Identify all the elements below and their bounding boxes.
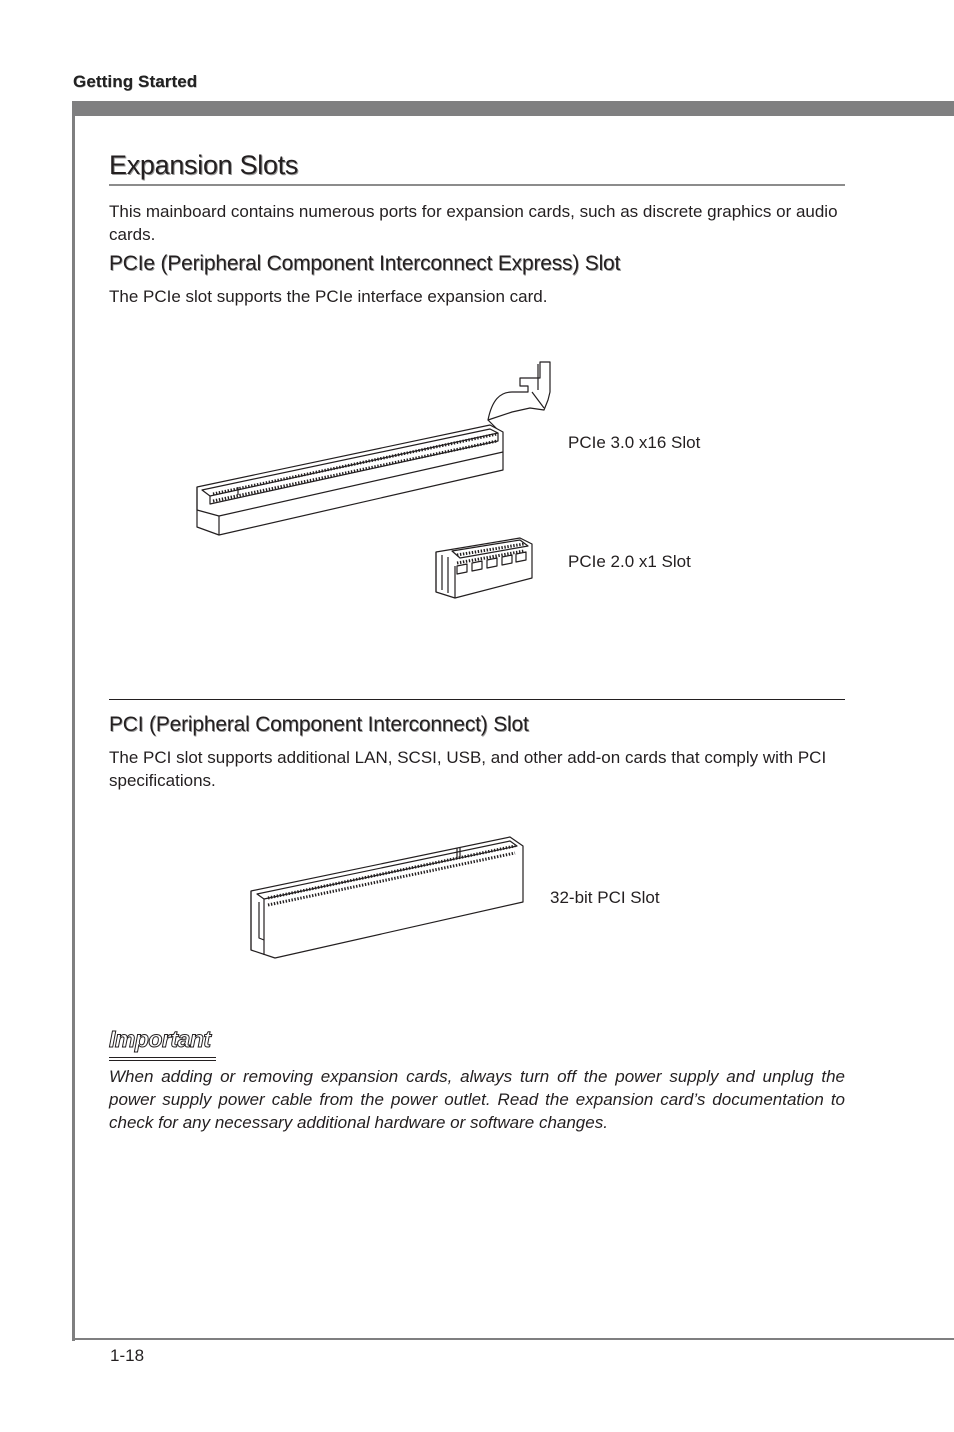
pcie-x16-slot-illustration <box>197 362 550 535</box>
pci-heading: PCI (Peripheral Component Interconnect) Slot <box>109 713 529 736</box>
intro-paragraph: This mainboard contains numerous ports for expansion cards, such as discrete graphics or audio cards. <box>109 202 838 244</box>
pci-slot-illustration <box>251 837 523 958</box>
pcie-description: The PCIe slot supports the PCIe interface expansion card. <box>109 287 548 306</box>
pci-slot-label: 32-bit PCI Slot <box>550 888 660 907</box>
section-divider <box>109 699 845 700</box>
important-underline <box>109 1057 216 1061</box>
pcie-heading: PCIe (Peripheral Component Interconnect Express) Slot <box>109 252 621 275</box>
pcie-x1-label: PCIe 2.0 x1 Slot <box>568 552 691 571</box>
important-label: Important <box>109 1026 211 1052</box>
pcie-x16-label: PCIe 3.0 x16 Slot <box>568 433 701 452</box>
pci-description: The PCI slot supports additional LAN, SCSI, USB, and other add-on cards that comply with PCI specifications. <box>109 748 827 790</box>
page-number: 1-18 <box>110 1346 145 1365</box>
important-note: When adding or removing expansion cards, always turn off the power supply and unplug the power supply power cable from the power outlet. Read the expansion card’s documentation to check for any necessary additional hardware or software changes. <box>109 1067 845 1132</box>
section-header: Getting Started <box>73 72 198 91</box>
page-title: Expansion Slots <box>109 150 299 180</box>
pcie-x1-slot-illustration <box>436 538 532 598</box>
